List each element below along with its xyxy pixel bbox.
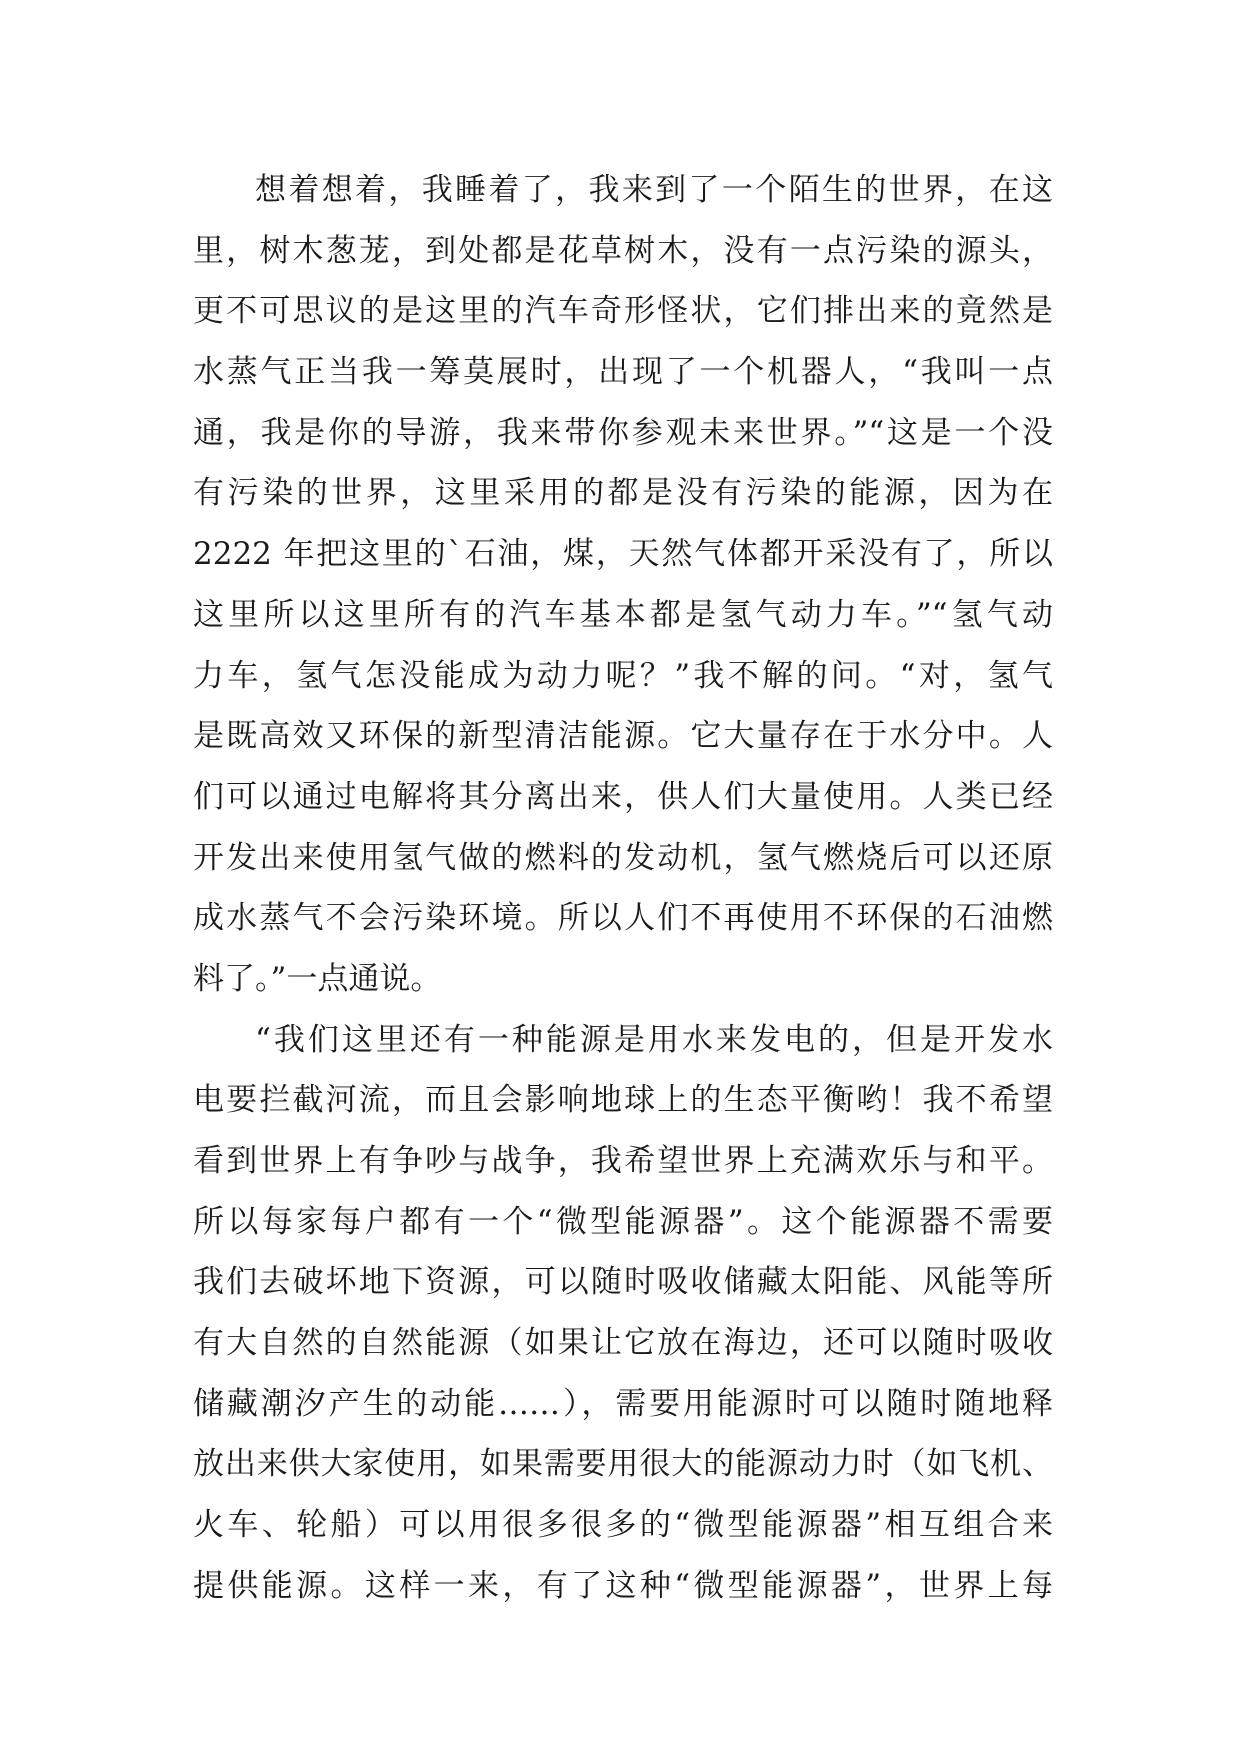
text-line: 这里所以这里所有的汽车基本都是氢气动力车。”“氢气动	[193, 596, 1053, 633]
text-line: 电要拦截河流，而且会影响地球上的生态平衡哟！我不希望	[193, 1082, 1053, 1119]
text-line: “我们这里还有一种能源是用水来发电的，但是开发水	[255, 1021, 1053, 1058]
text-line: 看到世界上有争吵与战争，我希望世界上充满欢乐与和平。	[193, 1143, 1053, 1179]
text-line: 有污染的世界，这里采用的都是没有污染的能源，因为在	[193, 475, 1053, 512]
text-line: 们可以通过电解将其分离出来，供人们大量使用。人类已经	[193, 778, 1053, 815]
text-line: 我们去破坏地下资源，可以随时吸收储藏太阳能、风能等所	[193, 1264, 1053, 1301]
paragraph-2	[193, 1010, 1053, 1617]
text-line: 更不可思议的是这里的汽车奇形怪状，它们排出来的竟然是	[193, 293, 1053, 330]
text-line: 提供能源。这样一来，有了这种“微型能源器”，世界上每	[193, 1567, 1053, 1604]
text-line: 有大自然的自然能源（如果让它放在海边，还可以随时吸收	[193, 1325, 1053, 1362]
text-line: 水蒸气正当我一筹莫展时，出现了一个机器人，“我叫一点	[193, 354, 1053, 391]
text-line: 火车、轮船）可以用很多很多的“微型能源器”相互组合来	[193, 1507, 1053, 1544]
text-line: 里，树木葱茏，到处都是花草树木，没有一点污染的源头，	[193, 232, 1053, 269]
text-line: 料了。”一点通说。	[193, 960, 442, 997]
text-line: 储藏潮汐产生的动能……），需要用能源时可以随时随地释	[193, 1385, 1053, 1422]
text-line: 力车，氢气怎没能成为动力呢？”我不解的问。“对，氢气	[193, 657, 1053, 694]
paragraph-1	[193, 160, 1053, 1010]
text-line: 通，我是你的导游，我来带你参观未来世界。”“这是一个没	[193, 414, 1053, 451]
text-line: 想着想着，我睡着了，我来到了一个陌生的世界，在这	[255, 172, 1053, 208]
text-body	[193, 160, 1053, 1617]
text-line: 放出来供大家使用，如果需要用很大的能源动力时（如飞机、	[193, 1446, 1053, 1483]
text-line: 成水蒸气不会污染环境。所以人们不再使用不环保的石油燃	[193, 900, 1053, 937]
text-line: 是既高效又环保的新型清洁能源。它大量存在于水分中。人	[193, 718, 1053, 755]
text-line: 2222 年把这里的`石油，煤，天然气体都开采没有了，所以	[193, 536, 1053, 573]
text-line: 开发出来使用氢气做的燃料的发动机，氢气燃烧后可以还原	[193, 839, 1053, 876]
text-line: 所以每家每户都有一个“微型能源器”。这个能源器不需要	[193, 1203, 1053, 1240]
